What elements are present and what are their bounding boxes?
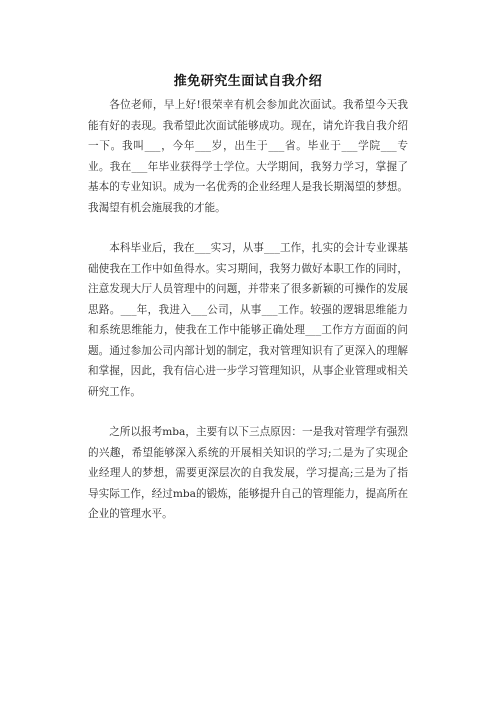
document-title: 推免研究生面试自我介绍 xyxy=(173,74,323,89)
paragraph-motivation: 之所以报考mba，主要有以下三点原因：一是我对管理学有强烈的兴趣，希望能够深入系统的开展相关知识的学习;二是为了实现企业经理人的梦想，需要更深层次的自我发展，学习提高;三是为了指导实际工作，经过mba的锻炼，能够提升自己的管理能力，提高所在企业的管理水平。 xyxy=(88,426,408,520)
paragraph-greeting: 各位老师，早上好!很荣幸有机会参加此次面试。我希望今天我能有好的表现。我希望此次面试能够成功。现在，请允许我自我介绍一下。我叫___，今年___岁，出生于___省。毕业于___学院___专业。我在___年毕业获得学士学位。大学期间，我努力学习，掌握了基本的专业知识。成为一名优秀的企业经理人是我长期渴望的梦想。我渴望有机会施展我的才能。 xyxy=(88,99,408,214)
document-body xyxy=(88,95,408,525)
paragraph-experience: 本科毕业后，我在___实习，从事___工作，扎实的会计专业课基础使我在工作中如鱼得水。实习期间，我努力做好本职工作的同时，注意发现大厅人员管理中的问题，并带来了很多新颖的可操作的发展思路。___年，我进入___公司，从事___工作。较强的逻辑思维能力和系统思维能力，使我在工作中能够正确处理___工作方方面面的问题。通过参加公司内部计划的制定，我对管理知识有了更深入的理解和掌握，因此，我有信心进一步学习管理知识，从事企业管理或相关研究工作。 xyxy=(88,242,408,398)
